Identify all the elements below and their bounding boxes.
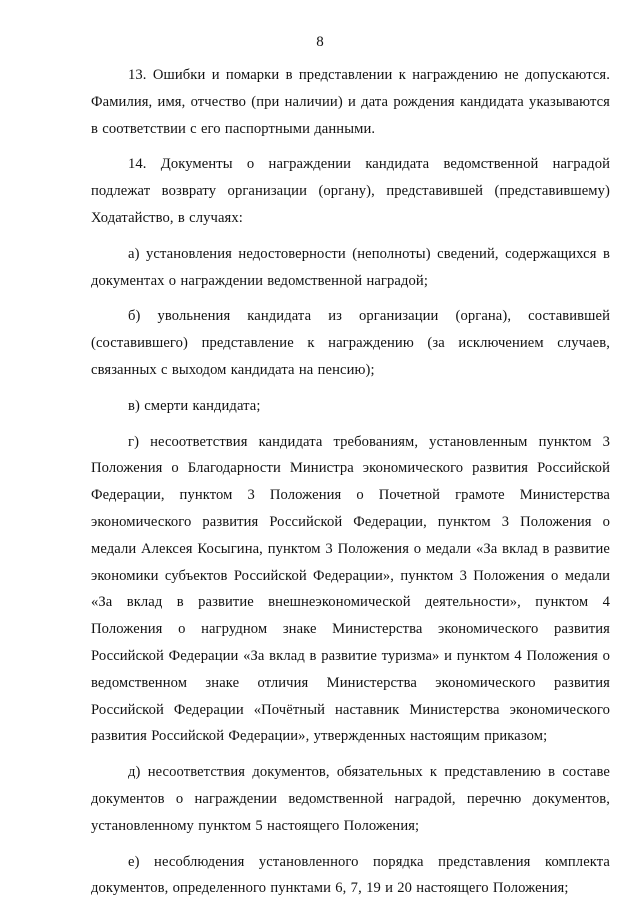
document-body — [91, 62, 610, 902]
paragraph-13: 13. Ошибки и помарки в представлении к награждению не допускаются. Фамилия, имя, отчество (при наличии) и дата рождения кандидата указываются в соответствии с его паспортными данными. — [91, 67, 610, 137]
list-item-g: г) несоответствия кандидата требованиям, установленным пунктом 3 Положения о Благодарности Министра экономического развития Российской Федерации, пунктом 3 Положения о Почетной грамоте Министерства экономического развития Российской Федерации, пунктом 3 Положения о медали Алексея Косыгина, пунктом 3 Положения о медали «За вклад в развитие экономики субъектов Российской Федерации», пунктом 3 Положения о медали «За вклад в развитие внешнеэкономической деятельности», пунктом 4 Положения о нагрудном знаке Министерства экономического развития Российской Федерации «За вклад в развитие туризма» и пунктом 4 Положения о ведомственном знаке отличия Министерства экономического развития Российской Федерации «Почётный наставник Министерства экономического развития Российской Федерации», утвержденных настоящим приказом; — [91, 433, 610, 745]
list-item-b: б) увольнения кандидата из организации (органа), составившей (составившего) представление к награждению (за исключением случаев, связанных с выходом кандидата на пенсию); — [91, 308, 610, 378]
list-item-d: д) несоответствия документов, обязательных к представлению в составе документов о награждении ведомственной наградой, перечню документов, установленному пунктом 5 настоящего Положения; — [91, 764, 610, 834]
list-item-e: е) несоблюдения установленного порядка представления комплекта документов, определенного пунктами 6, 7, 19 и 20 настоящего Положения; — [91, 853, 610, 897]
paragraph-14: 14. Документы о награждении кандидата ведомственной наградой подлежат возврату организации (органу), представившей (представившему) Ходатайство, в случаях: — [91, 156, 610, 226]
list-item-a: а) установления недостоверности (неполноты) сведений, содержащихся в документах о награждении ведомственной наградой; — [91, 245, 610, 289]
page-number: 8 — [316, 34, 324, 50]
list-item-v: в) смерти кандидата; — [128, 397, 261, 414]
